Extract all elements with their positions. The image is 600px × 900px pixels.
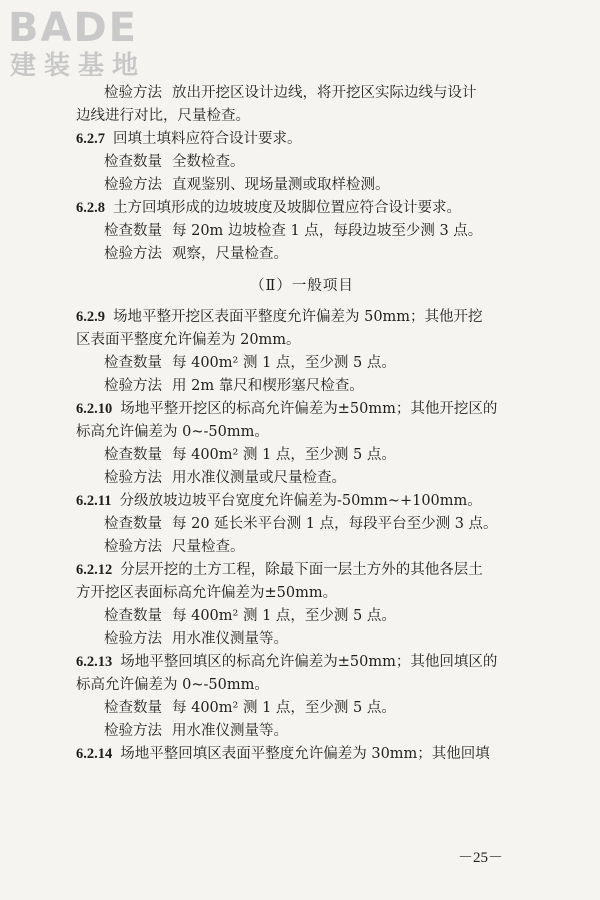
item-label: 检验方法 <box>104 723 162 739</box>
item-text: 直观鉴别、现场量测或取样检测。 <box>172 177 390 193</box>
clause-text: 分级放坡边坡平台宽度允许偏差为-50mm~+100mm。 <box>119 493 482 509</box>
page-number: －25－ <box>458 850 504 866</box>
continuation-line: 标高允许偏差为 0~-50mm。 <box>76 424 269 440</box>
inspection-item-line <box>76 220 528 243</box>
clause-line <box>76 651 528 674</box>
clause-number: 6.2.14 <box>76 746 113 762</box>
inspection-item-line <box>76 628 528 651</box>
clause-text: 分层开挖的土方工程，除最下面一层土方外的其他各层土 <box>120 562 483 578</box>
clause-number: 6.2.9 <box>76 309 105 325</box>
item-text: 用水准仪测量等。 <box>172 723 288 739</box>
item-text: 全数检查。 <box>172 154 245 170</box>
logo-wordmark <box>8 6 178 50</box>
clause-line <box>76 128 528 151</box>
clause-line <box>76 559 528 582</box>
item-text: 每 400m² 测 1 点，至少测 5 点。 <box>172 608 396 624</box>
continuation-line: 方开挖区表面标高允许偏差为±50mm。 <box>76 585 338 601</box>
item-label: 检查数量 <box>104 223 162 239</box>
logo-wordmark-text: BADE <box>8 5 138 51</box>
brand-watermark-logo <box>8 6 178 90</box>
item-text: 尺量检查。 <box>172 539 245 555</box>
clause-line <box>76 490 528 513</box>
inspection-item-line <box>76 352 528 375</box>
section-heading: （Ⅱ）一般项目 <box>250 278 354 294</box>
clause-line <box>76 743 528 766</box>
clause-text: 回填土填料应符合设计要求。 <box>113 131 302 147</box>
item-text: 每 400m² 测 1 点，至少测 5 点。 <box>172 355 396 371</box>
inspection-item-line <box>76 174 528 197</box>
item-text: 用水准仪测量等。 <box>172 631 288 647</box>
inspection-item-line <box>76 467 528 490</box>
inspection-item-line <box>76 243 528 266</box>
item-label: 检验方法 <box>104 177 162 193</box>
clause-number: 6.2.11 <box>76 493 112 509</box>
inspection-item-line <box>76 536 528 559</box>
document-body <box>76 82 528 766</box>
inspection-item-line <box>76 605 528 628</box>
inspection-item-line <box>76 151 528 174</box>
item-text: 用 2m 靠尺和楔形塞尺检查。 <box>172 378 364 394</box>
item-text: 放出开挖区设计边线，将开挖区实际边线与设计 <box>172 85 477 101</box>
clause-text: 场地平整回填区表面平整度允许偏差为 30mm；其他回填 <box>120 746 490 762</box>
clause-text: 场地平整开挖区表面平整度允许偏差为 50mm；其他开挖 <box>113 309 483 325</box>
clause-text: 土方回填形成的边坡坡度及坡脚位置应符合设计要求。 <box>113 200 461 216</box>
item-label: 检查数量 <box>104 154 162 170</box>
clause-number: 6.2.12 <box>76 562 113 578</box>
continuation-line: 区表面平整度允许偏差为 20mm。 <box>76 332 301 348</box>
item-text: 每 20 延长米平台测 1 点，每段平台至少测 3 点。 <box>172 516 498 532</box>
item-label: 检验方法 <box>104 539 162 555</box>
item-label: 检验方法 <box>104 631 162 647</box>
item-label: 检查数量 <box>104 355 162 371</box>
item-text: 观察，尺量检查。 <box>172 246 288 262</box>
inspection-item-line <box>76 697 528 720</box>
clause-number: 6.2.7 <box>76 131 105 147</box>
clause-number: 6.2.13 <box>76 654 113 670</box>
inspection-item-line <box>76 82 528 105</box>
item-label: 检查数量 <box>104 447 162 463</box>
clause-number: 6.2.10 <box>76 401 113 417</box>
inspection-item-line <box>76 375 528 398</box>
clause-text: 场地平整开挖区的标高允许偏差为±50mm；其他开挖区的 <box>120 401 498 417</box>
continuation-line: 标高允许偏差为 0~-50mm。 <box>76 677 269 693</box>
clause-line <box>76 306 528 329</box>
item-label: 检验方法 <box>104 470 162 486</box>
item-text: 每 400m² 测 1 点，至少测 5 点。 <box>172 700 396 716</box>
continuation-line: 边线进行对比，尺量检查。 <box>76 108 250 124</box>
inspection-item-line <box>76 444 528 467</box>
clause-number: 6.2.8 <box>76 200 105 216</box>
item-label: 检查数量 <box>104 700 162 716</box>
item-label: 检验方法 <box>104 85 162 101</box>
clause-line <box>76 398 528 421</box>
item-label: 检验方法 <box>104 378 162 394</box>
item-text: 每 400m² 测 1 点，至少测 5 点。 <box>172 447 396 463</box>
clause-line <box>76 197 528 220</box>
item-label: 检查数量 <box>104 608 162 624</box>
item-label: 检查数量 <box>104 516 162 532</box>
inspection-item-line <box>76 720 528 743</box>
item-text: 每 20m 边坡检查 1 点，每段边坡至少测 3 点。 <box>172 223 483 239</box>
inspection-item-line <box>76 513 528 536</box>
item-label: 检验方法 <box>104 246 162 262</box>
logo-subtitle: 建装基地 <box>10 51 147 81</box>
item-text: 用水准仪测量或尺量检查。 <box>172 470 346 486</box>
clause-text: 场地平整回填区的标高允许偏差为±50mm；其他回填区的 <box>120 654 498 670</box>
